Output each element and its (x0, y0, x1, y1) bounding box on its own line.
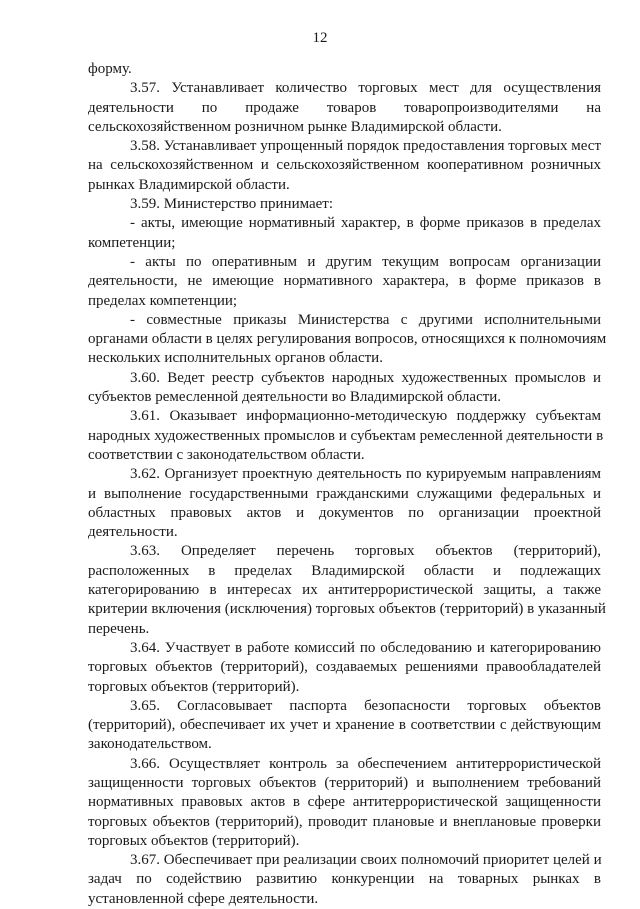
paragraph-line: 3.63. Определяет перечень торговых объектов (территорий), (130, 543, 601, 560)
paragraph-line: областных правовых актов и документов по организации проектной (88, 504, 601, 521)
paragraph-line: рынках Владимирской области. (88, 176, 290, 193)
paragraph (88, 639, 601, 697)
paragraph-line: перечень. (88, 620, 150, 637)
paragraph-line: 3.58. Устанавливает упрощенный порядок предоставления торговых мест (130, 138, 602, 155)
paragraph (88, 697, 601, 755)
paragraph (88, 465, 601, 542)
paragraph-line: 3.60. Ведет реестр субъектов народных художественных промыслов и (130, 369, 601, 386)
paragraph-line: - акты по оперативным и другим текущим вопросам организации (130, 253, 601, 270)
paragraph-line: нормативных правовых актов в сфере антитеррористической защищенности (88, 794, 601, 811)
paragraph-line: торговых объектов (территорий). (88, 832, 300, 849)
paragraph-line: деятельности по продаже товаров товаропроизводителями на (88, 99, 601, 116)
paragraph-line: торговых объектов (территорий), создаваемых решениями правообладателей (88, 659, 601, 676)
paragraph-line: деятельности, не имеющие нормативного характера, в форме приказов в (88, 273, 601, 290)
paragraph-line: 3.67. Обеспечивает при реализации своих полномочий приоритет целей и (130, 852, 602, 869)
paragraph (88, 542, 606, 638)
paragraph-line: расположенных в пределах Владимирской области и подлежащих (88, 562, 601, 579)
paragraph (88, 407, 604, 465)
paragraph-line: 3.62. Организует проектную деятельность по курируемым направлениям (130, 466, 601, 483)
paragraph-line: 3.61. Оказывает информационно-методическую поддержку субъектам (130, 408, 601, 425)
paragraph-line: 3.64. Участвует в работе комиссий по обследованию и категорированию (130, 639, 601, 656)
paragraph (88, 195, 601, 214)
paragraph-line: субъектов ремесленной деятельности во Владимирской области. (88, 389, 502, 406)
paragraph-line: органами области в целях регулирования вопросов, относящихся к полномочиям (88, 331, 607, 348)
paragraph-line: пределах компетенции; (88, 292, 238, 309)
paragraph-line: установленной сфере деятельности. (88, 890, 319, 907)
paragraph (88, 851, 601, 909)
paragraph (88, 311, 607, 369)
paragraph-line: критерии включения (исключения) торговых объектов (территорий) в указанный (88, 601, 606, 618)
paragraph (88, 755, 601, 851)
document-body (88, 60, 607, 909)
paragraph-line: защищенности торговых объектов (территорий) и выполнением требований (88, 774, 601, 791)
page-number: 12 (312, 30, 328, 46)
paragraph-line: - совместные приказы Министерства с другими исполнительными (130, 311, 601, 328)
paragraph-line: и выполнение государственными гражданскими служащими федеральных и (88, 485, 601, 502)
paragraph (88, 137, 601, 195)
paragraph-line: соответствии с законодательством области. (88, 446, 365, 463)
paragraph-line: компетенции; (88, 234, 176, 251)
paragraph-line: 3.66. Осуществляет контроль за обеспечением антитеррористической (130, 755, 601, 772)
paragraph (88, 79, 601, 137)
paragraph (88, 214, 601, 253)
paragraph-line: 3.59. Министерство принимает: (130, 196, 334, 213)
paragraph-line: народных художественных промыслов и субъектам ремесленной деятельности в (88, 427, 604, 444)
paragraph-line: сельскохозяйственном розничном рынке Владимирской области. (88, 118, 502, 135)
paragraph-line: - акты, имеющие нормативный характер, в форме приказов в пределах (130, 215, 601, 232)
paragraph-line: задач по содействию развитию конкуренции на товарных рынках в (88, 871, 601, 888)
paragraph-line: категорированию в интересах их антитеррористической защиты, а также (88, 582, 601, 599)
paragraph-line: на сельскохозяйственном и сельскохозяйственном кооперативном розничных (88, 157, 601, 174)
paragraph-line: 3.65. Согласовывает паспорта безопасности торговых объектов (130, 697, 601, 714)
paragraph-line: законодательством. (88, 736, 212, 753)
paragraph-line: 3.57. Устанавливает количество торговых мест для осуществления (130, 80, 601, 97)
paragraph-line: форму. (88, 61, 132, 77)
paragraph-line: нескольких исполнительных органов области. (88, 350, 383, 367)
paragraph-line: торговых объектов (территорий), проводит плановые и внеплановые проверки (88, 813, 601, 830)
paragraph (88, 60, 601, 79)
paragraph-line: деятельности. (88, 524, 178, 541)
paragraph-line: торговых объектов (территорий). (88, 678, 300, 695)
paragraph (88, 253, 601, 311)
paragraph-line: (территорий), обеспечивает их учет и хранение в соответствии с действующим (88, 717, 601, 734)
paragraph (88, 369, 601, 408)
